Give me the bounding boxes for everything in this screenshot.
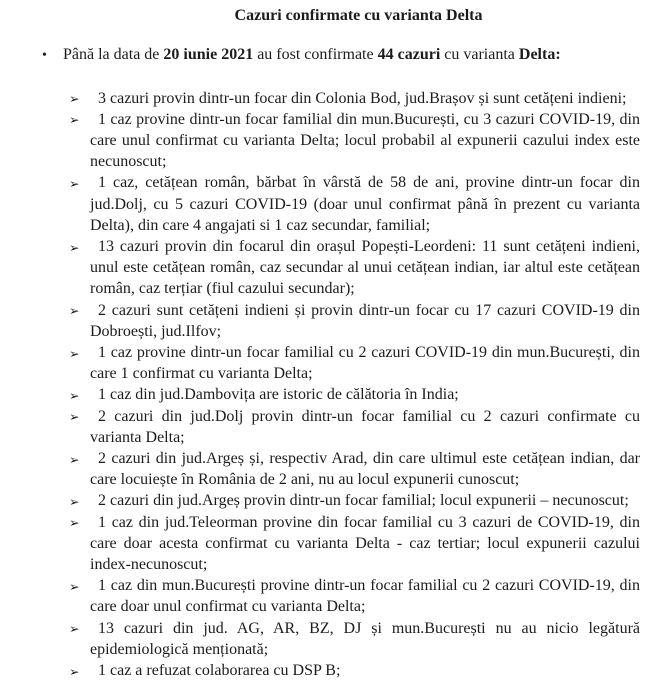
- text-segment: cu varianta: [440, 46, 519, 64]
- list-item: [69, 236, 640, 300]
- list-item-text: 13 cazuri din jud. AG, AR, BZ, DJ și mun.București nu au nicio legătură epidemiologică menționată;: [90, 619, 640, 658]
- list-item: [69, 406, 640, 448]
- list-item: [69, 172, 640, 236]
- list-item-text: 2 cazuri din jud.Argeș și, respectiv Arad, din care ultimul este cetățean indian, dar care locuiește în România de 2 ani, nu au locul expunerii cunoscut;: [90, 450, 640, 489]
- arrow-bullet-icon: ➢: [69, 345, 80, 361]
- bullet-marker-icon: •: [42, 48, 47, 64]
- list-item: [69, 88, 640, 109]
- list-item: [69, 448, 640, 490]
- list-item: [69, 109, 640, 173]
- list-item-text: 2 cazuri din jud.Dolj provin dintr-un focar familial cu 2 cazuri confirmate cu varianta Delta;: [90, 407, 640, 446]
- list-item-text: 1 caz, cetățean român, bărbat în vârstă de 58 de ani, provine dintr-un focar din jud.Dolj, cu 5 cazuri COVID-19 (doar unul confirmat până în prezent cu varianta Delta), din care 4 angajati si 1 caz secundar, familial;: [90, 174, 640, 234]
- list-item-text: 1 caz provine dintr-un focar familial cu 2 cazuri COVID-19 din mun.București, din care 1 confirmat cu varianta Delta;: [90, 344, 640, 383]
- arrow-bullet-icon: ➢: [69, 451, 80, 467]
- list-item: [69, 618, 640, 660]
- document-title: Cazuri confirmate cu varianta Delta: [234, 7, 483, 24]
- list-item-text: 1 caz a refuzat colaborarea cu DSP B;: [98, 662, 341, 680]
- list-item-text: 1 caz din jud.Teleorman provine din focar familial cu 3 cazuri de COVID-19, din care doar acesta confirmat cu varianta Delta - caz tertiar; locul expunerii cazului index-necunoscut;: [90, 513, 640, 574]
- list-item: [69, 342, 640, 384]
- document-page: [0, 5, 655, 687]
- list-item-text: 2 cazuri sunt cetățeni indieni și provin dintr-un focar cu 17 cazuri COVID-19 din Dobroești, jud.Ilfov;: [90, 301, 640, 340]
- list-item: [69, 300, 640, 342]
- intro-bullet-item: [42, 44, 615, 66]
- intro-text: [63, 46, 561, 63]
- arrow-bullet-icon: ➢: [69, 663, 80, 679]
- list-item-text: 2 cazuri din jud.Argeș provin dintr-un focar familial; locul expunerii – necunoscut;: [98, 492, 629, 510]
- arrow-bullet-icon: ➢: [69, 303, 80, 319]
- list-item: [69, 490, 640, 511]
- list-item-text: 1 caz provine dintr-un focar familial din mun.București, cu 3 cazuri COVID-19, din care unul confirmat cu varianta Delta; locul probabil al expunerii cazului index este necunoscut;: [90, 110, 640, 171]
- arrow-bullet-icon: ➢: [69, 578, 80, 594]
- arrow-bullet-icon: ➢: [69, 493, 80, 509]
- text-segment-bold: 44 cazuri: [377, 46, 441, 64]
- arrow-bullet-icon: ➢: [69, 112, 80, 128]
- text-segment-bold: 20 iunie 2021: [163, 46, 254, 64]
- list-item: [69, 384, 640, 405]
- arrow-bullet-icon: ➢: [69, 409, 80, 425]
- list-item: [69, 660, 640, 681]
- arrow-bullet-icon: ➢: [69, 515, 80, 531]
- text-segment-bold: Delta:: [518, 46, 561, 64]
- arrow-bullet-icon: ➢: [69, 387, 80, 403]
- arrow-bullet-icon: ➢: [69, 175, 80, 191]
- list-item-text: 1 caz din jud.Dambovița are istoric de călătoria în India;: [98, 386, 459, 404]
- list-item-text: 13 cazuri provin din focarul din orașul Popești-Leordeni: 11 sunt cetățeni indieni, unul este cetățean român, caz secundar al unui cetățean indian, iar altul este cetățean român, caz terțiar (fiul cazului secundar);: [90, 238, 640, 298]
- text-segment: Până la data de: [63, 46, 164, 64]
- arrow-bullet-icon: ➢: [69, 621, 80, 637]
- list-item-text: 1 caz din mun.București provine dintr-un focar familial cu 2 cazuri COVID-19, din care doar unul confirmat cu varianta Delta;: [90, 577, 640, 616]
- text-segment: au fost confirmate: [253, 46, 378, 64]
- list-item: [69, 575, 640, 617]
- case-list: [0, 88, 655, 682]
- list-item-text: 3 cazuri provin dintr-un focar din Colonia Bod, jud.Brașov și sunt cetățeni indieni;: [98, 89, 627, 107]
- list-item: [69, 512, 640, 576]
- arrow-bullet-icon: ➢: [69, 91, 80, 107]
- arrow-bullet-icon: ➢: [69, 239, 80, 255]
